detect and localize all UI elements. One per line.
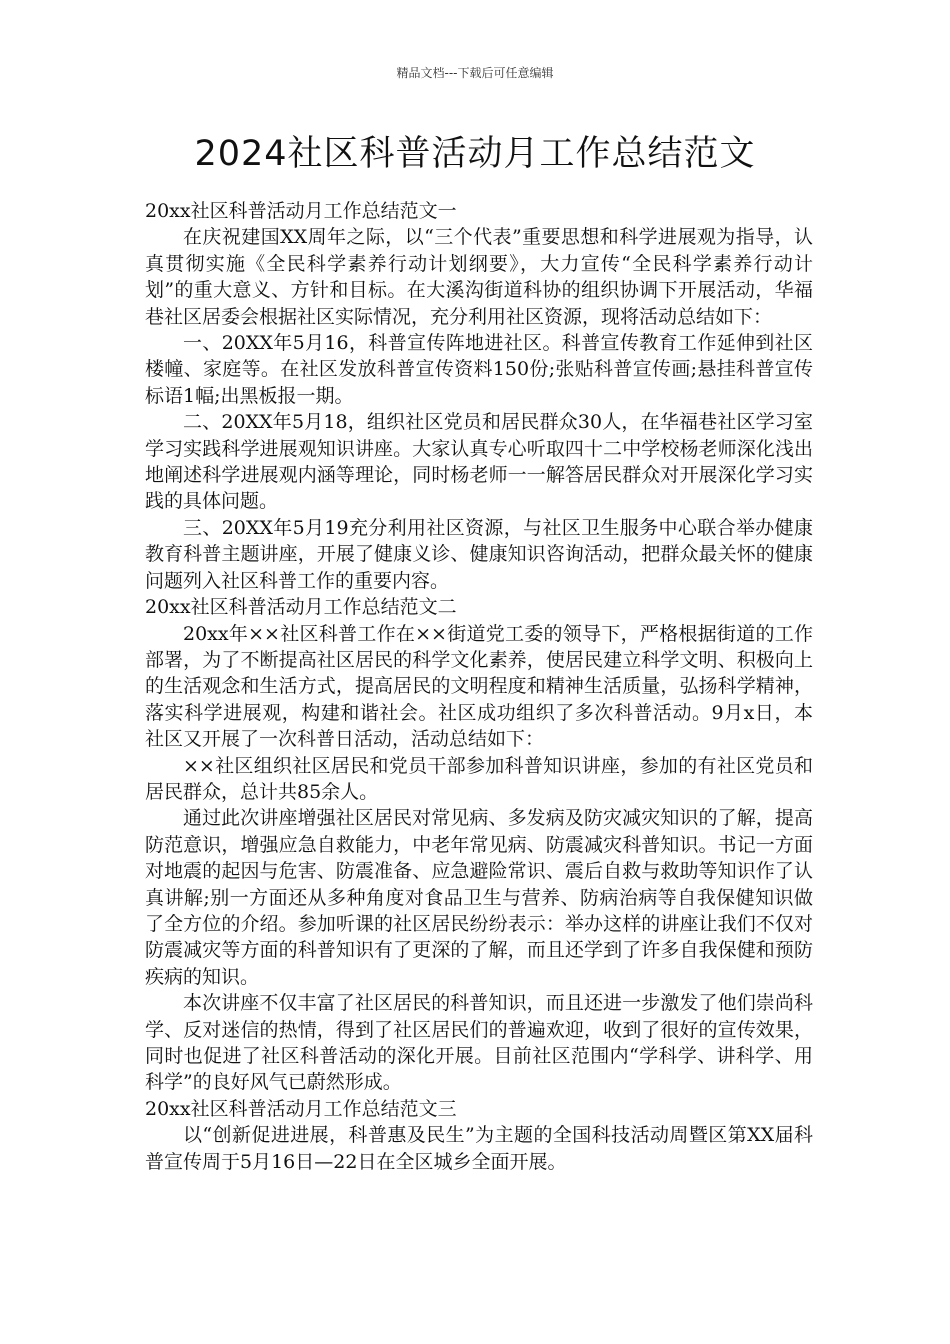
paragraph: ××社区组织社区居民和党员干部参加科普知识讲座，参加的有社区党员和居民群众，总计共85余人。 [145, 754, 813, 803]
document-body [145, 198, 813, 1175]
paragraph: 本次讲座不仅丰富了社区居民的科普知识，而且还进一步激发了他们崇尚科学、反对迷信的热情，得到了社区居民们的普遍欢迎，收到了很好的宣传效果，同时也促进了社区科普活动的深化开展。目前社区范围内“学科学、讲科学、用科学”的良好风气已蔚然形成。 [145, 992, 813, 1094]
page-header: 精品文档---下载后可任意编辑 [396, 66, 554, 80]
section-heading-1: 20xx社区科普活动月工作总结范文一 [145, 200, 457, 222]
paragraph: 一、20XX年5月16，科普宣传阵地进社区。科普宣传教育工作延伸到社区楼幢、家庭等。在社区发放科普宣传资料150份;张贴科普宣传画;悬挂科普宣传标语1幅;出黑板报一期。 [145, 332, 813, 407]
section-heading-3: 20xx社区科普活动月工作总结范文三 [145, 1097, 457, 1120]
paragraph: 以“创新促进进展，科普惠及民生”为主题的全国科技活动周暨区第XX届科普宣传周于5月16日—22日在全区城乡全面开展。 [145, 1124, 813, 1173]
paragraph: 三、20XX年5月19充分利用社区资源，与社区卫生服务中心联合举办健康教育科普主题讲座，开展了健康义诊、健康知识咨询活动，把群众最关怀的健康问题列入社区科普工作的重要内容。 [145, 516, 813, 592]
paragraph: 20xx年××社区科普工作在××街道党工委的领导下，严格根据街道的工作部署，为了不断提高社区居民的科学文化素养，使居民建立科学文明、积极向上的生活观念和生活方式，提高居民的文明程度和精神生活质量，弘扬科学精神，落实科学进展观，构建和谐社会。社区成功组织了多次科普活动。9月x日，本社区又开展了一次科普日活动，活动总结如下： [145, 622, 813, 751]
page-title: 2024社区科普活动月工作总结范文 [194, 134, 756, 174]
paragraph: 在庆祝建国XX周年之际，以“三个代表”重要思想和科学进展观为指导，认真贯彻实施《全民科学素养行动计划纲要》，大力宣传“全民科学素养行动计划”的重大意义、方针和目标。在大溪沟街道科协的组织协调下开展活动，华福巷社区居委会根据社区实际情况，充分利用社区资源，现将活动总结如下： [145, 226, 813, 328]
section-heading-2: 20xx社区科普活动月工作总结范文二 [145, 596, 457, 619]
paragraph: 通过此次讲座增强社区居民对常见病、多发病及防灾减灾知识的了解，提高防范意识，增强应急自救能力，中老年常见病、防震减灾科普知识。书记一方面对地震的起因与危害、防震准备、应急避险常识、震后自救与救助等知识作了认真讲解;别一方面还从多种角度对食品卫生与营养、防病治病等自我保健知识做了全方位的介绍。参加听课的社区居民纷纷表示：举办这样的讲座让我们不仅对防震减灾等方面的科普知识有了更深的了解，而且还学到了许多自我保健和预防疾病的知识。 [145, 807, 813, 988]
paragraph: 二、20XX年5月18，组织社区党员和居民群众30人，在华福巷社区学习室学习实践科学进展观知识讲座。大家认真专心听取四十二中学校杨老师深化浅出地阐述科学进展观内涵等理论，同时杨老师一一解答居民群众对开展深化学习实践的具体问题。 [145, 411, 813, 513]
